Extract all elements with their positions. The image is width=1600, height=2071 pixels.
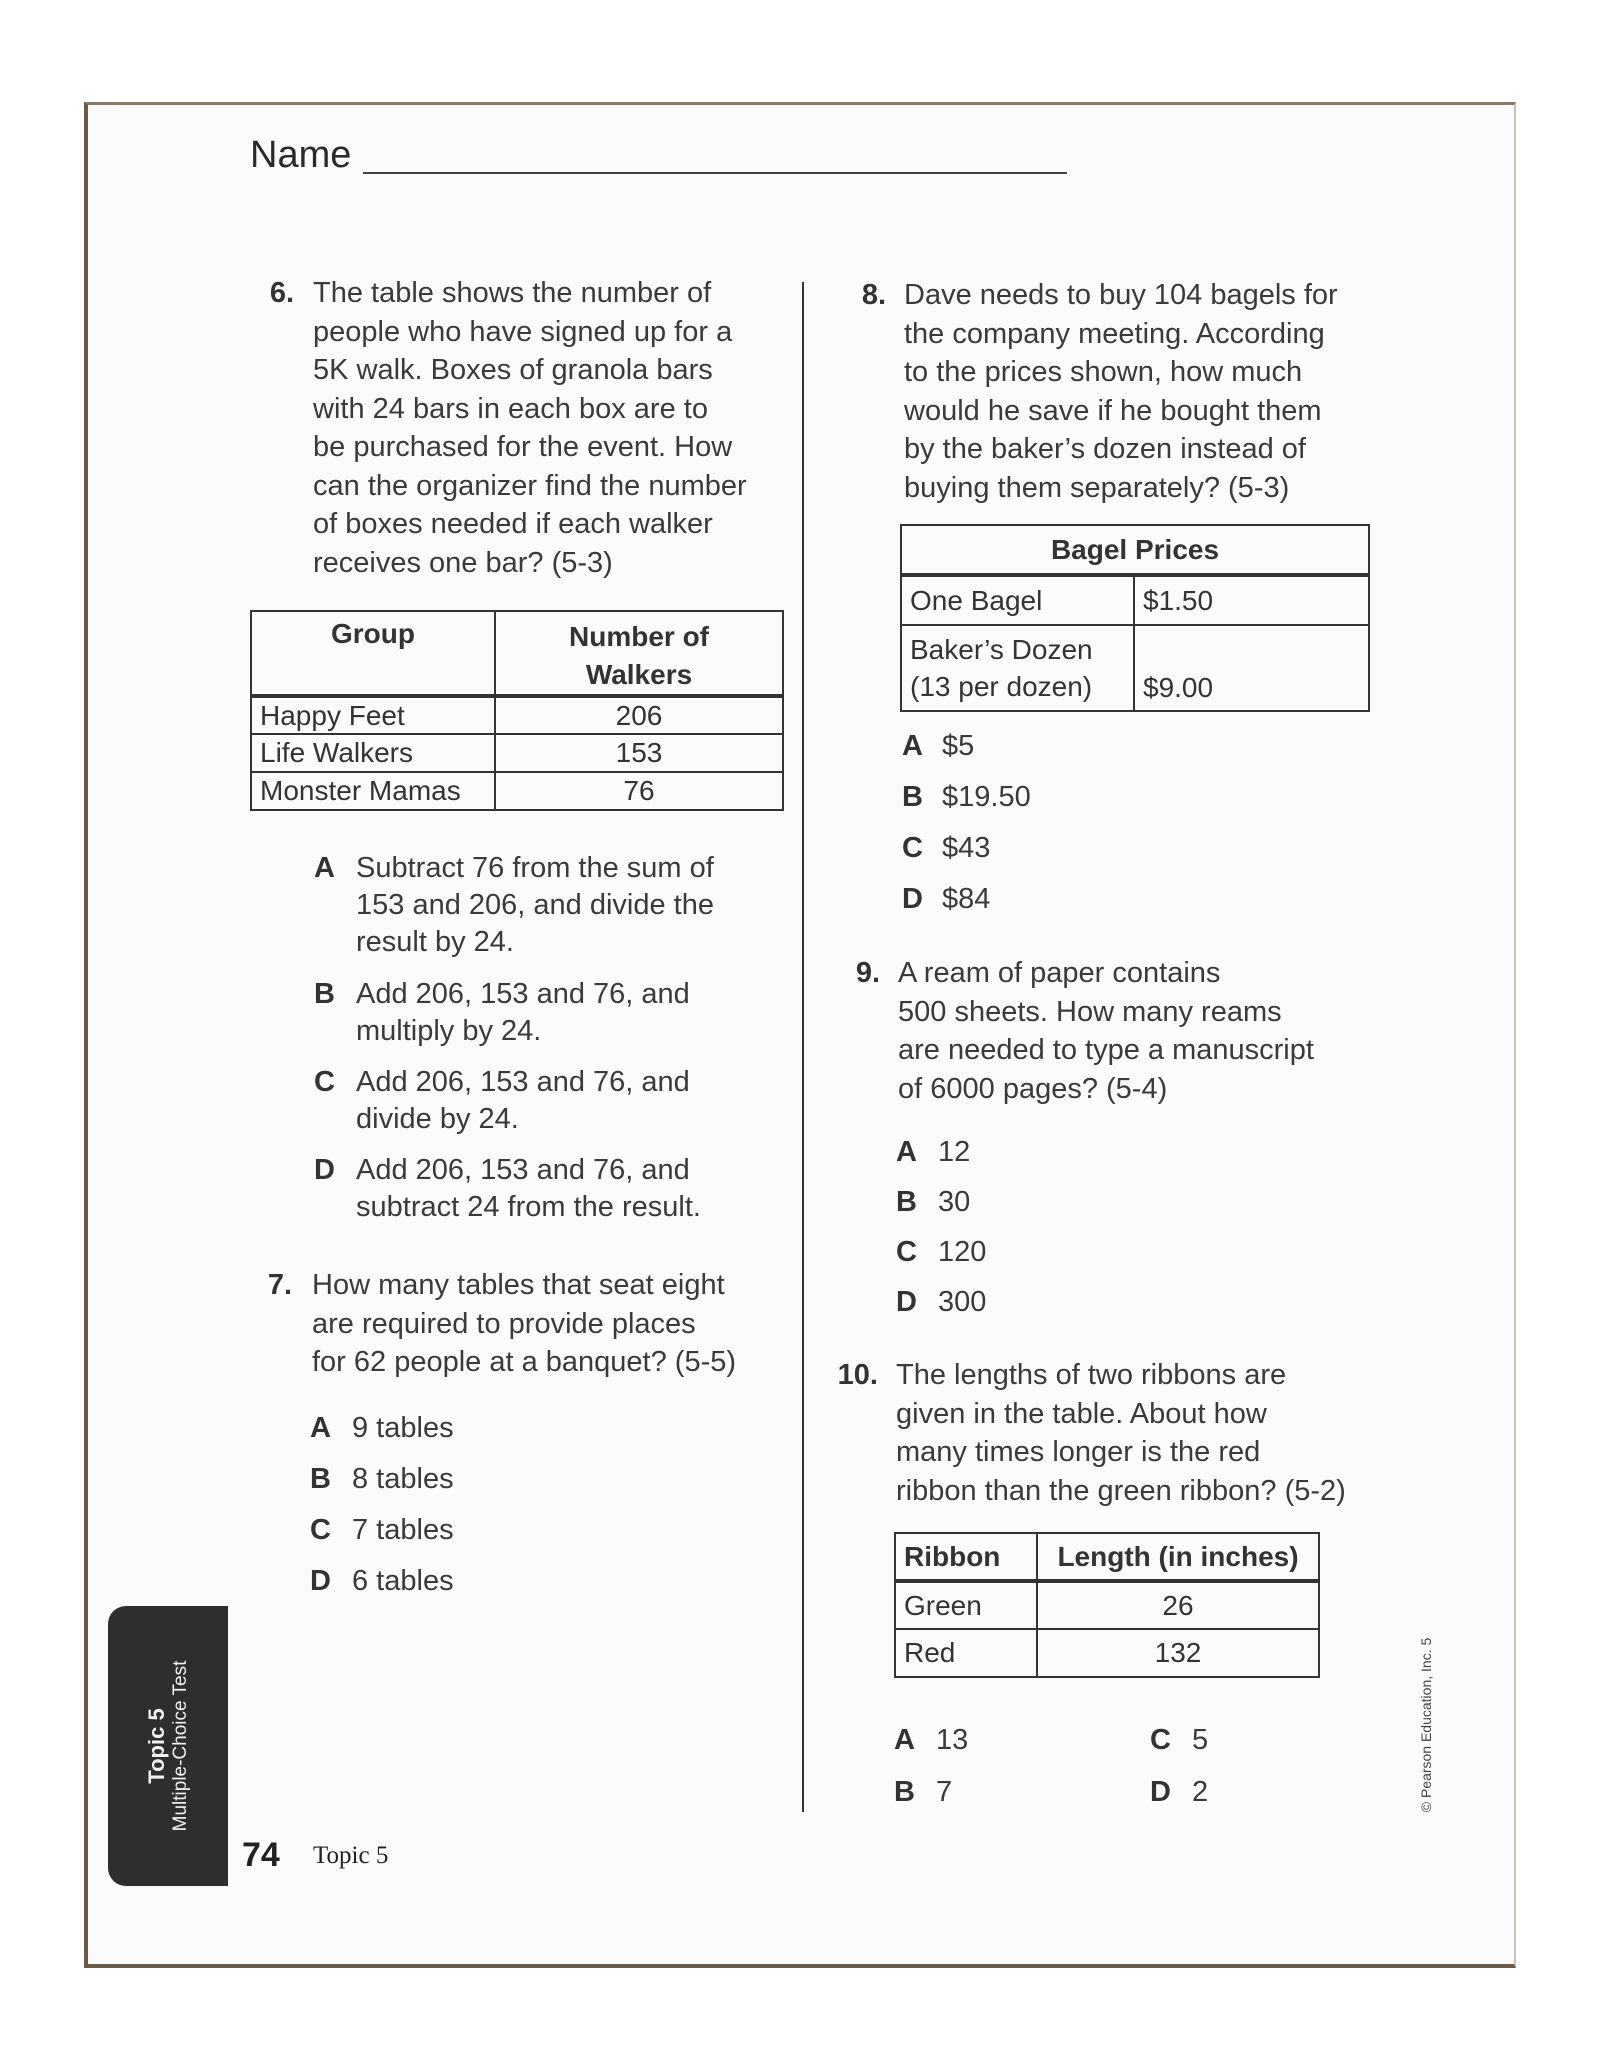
question-7 xyxy=(258,1266,798,1386)
option-line: Add 206, 153 and 76, and xyxy=(356,1066,690,1098)
name-label: Name xyxy=(250,134,352,176)
option-letter: D xyxy=(896,1286,917,1318)
page-number: 74 xyxy=(242,1836,280,1874)
answer-option-b[interactable] xyxy=(310,1461,610,1498)
question-line: 500 sheets. How many reams xyxy=(898,995,1282,1028)
answer-option-d[interactable] xyxy=(902,881,1202,918)
question-line: by the baker’s dozen instead of xyxy=(904,433,1306,465)
option-line: 153 and 206, and divide the xyxy=(356,889,714,921)
option-line: multiply by 24. xyxy=(356,1015,542,1047)
question-line: be purchased for the event. How xyxy=(313,431,733,463)
question-text xyxy=(313,274,803,582)
table-cell: 26 xyxy=(1037,1581,1319,1629)
question-text xyxy=(904,276,1379,507)
answer-option-b[interactable] xyxy=(314,976,784,1050)
question-line: How many tables that seat eight xyxy=(312,1269,725,1301)
option-letter: A xyxy=(902,730,923,762)
option-letter: A xyxy=(896,1136,917,1168)
tab-topic-label: Topic 5 xyxy=(144,1708,169,1784)
option-text xyxy=(356,850,714,961)
question-line: many times longer is the red xyxy=(896,1436,1261,1468)
option-letter: B xyxy=(310,1463,331,1495)
question-line: buying them separately? (5-3) xyxy=(904,471,1290,504)
table-header-cell: Ribbon xyxy=(895,1533,1037,1581)
question-9 xyxy=(852,954,1372,1114)
question-text xyxy=(898,954,1378,1108)
option-text xyxy=(356,1064,690,1138)
option-letter: C xyxy=(314,1066,335,1098)
question-line: 5K walk. Boxes of granola bars xyxy=(313,354,713,386)
answer-option-a[interactable] xyxy=(894,1722,1094,1759)
option-line: subtract 24 from the result. xyxy=(356,1191,701,1223)
answer-option-b[interactable] xyxy=(902,779,1202,816)
ribbon-table xyxy=(894,1532,1320,1678)
option-text: 12 xyxy=(938,1136,971,1168)
question-line: with 24 bars in each box are to xyxy=(313,392,708,425)
option-text: 7 xyxy=(936,1776,953,1808)
option-text xyxy=(356,1152,701,1226)
answer-option-c[interactable] xyxy=(896,1234,1196,1271)
table-header-row xyxy=(251,611,783,696)
question-line: people who have signed up for a xyxy=(313,315,733,348)
question-line: The table shows the number of xyxy=(313,277,712,309)
option-text: $19.50 xyxy=(942,781,1031,813)
tab-test-label: Multiple-Choice Test xyxy=(170,1660,191,1832)
option-text: 8 tables xyxy=(352,1463,454,1495)
table-cell: $9.00 xyxy=(1134,625,1369,711)
question-line: given in the table. About how xyxy=(896,1397,1267,1430)
table-row xyxy=(895,1581,1319,1629)
question-line: receives one bar? (5-3) xyxy=(313,546,613,579)
table-row xyxy=(251,734,783,772)
answer-option-a[interactable] xyxy=(902,728,1202,765)
table-row xyxy=(895,1629,1319,1677)
option-text: 9 tables xyxy=(352,1412,454,1444)
table-cell: Happy Feet xyxy=(251,696,495,734)
option-text: $5 xyxy=(942,730,975,762)
option-text: 2 xyxy=(1192,1776,1209,1808)
question-8 xyxy=(852,276,1372,516)
option-letter: C xyxy=(310,1514,331,1546)
question-line: of boxes needed if each walker xyxy=(313,508,713,540)
table-cell: 206 xyxy=(495,696,783,734)
option-line: Add 206, 153 and 76, and xyxy=(356,978,690,1010)
answer-option-d[interactable] xyxy=(1150,1774,1350,1811)
copyright-notice: © Pearson Education, Inc. 5 xyxy=(1418,1637,1434,1813)
table-cell xyxy=(901,625,1134,711)
topic-tab-text xyxy=(144,1661,192,1832)
option-text xyxy=(356,976,690,1050)
answer-option-b[interactable] xyxy=(896,1184,1196,1221)
option-line: Subtract 76 from the sum of xyxy=(356,852,714,884)
question-line: for 62 people at a banquet? (5-5) xyxy=(312,1346,737,1378)
table-cell: Monster Mamas xyxy=(251,772,495,810)
table-header-row xyxy=(895,1533,1319,1581)
question-line: would he save if he bought them xyxy=(904,394,1322,427)
option-letter: B xyxy=(902,781,923,813)
topic-tab xyxy=(108,1606,228,1886)
question-number: 9. xyxy=(855,957,880,989)
answer-option-a[interactable] xyxy=(310,1410,610,1447)
table-row xyxy=(251,772,783,810)
option-letter: D xyxy=(314,1154,335,1186)
option-letter: C xyxy=(902,832,923,864)
question-line: The lengths of two ribbons are xyxy=(896,1359,1287,1391)
walkers-table xyxy=(250,610,784,811)
question-line: are required to provide places xyxy=(312,1307,696,1340)
table-cell: Life Walkers xyxy=(251,734,495,772)
question-line: the company meeting. According xyxy=(904,317,1325,350)
table-cell: 132 xyxy=(1037,1629,1319,1677)
question-line: A ream of paper contains xyxy=(898,957,1221,989)
table-row xyxy=(251,696,783,734)
option-letter: D xyxy=(902,883,923,915)
option-text: $84 xyxy=(942,883,991,915)
table-cell: One Bagel xyxy=(901,575,1134,625)
question-10 xyxy=(836,1356,1376,1516)
question-line: are needed to type a manuscript xyxy=(898,1034,1314,1066)
option-letter: A xyxy=(310,1412,331,1444)
question-line: can the organizer find the number xyxy=(313,469,747,502)
option-line: divide by 24. xyxy=(356,1103,519,1135)
option-letter: D xyxy=(310,1565,331,1597)
question-number: 6. xyxy=(269,277,294,309)
option-text: 300 xyxy=(938,1286,987,1318)
option-text: 30 xyxy=(938,1186,971,1218)
question-line: of 6000 pages? (5-4) xyxy=(898,1072,1168,1105)
option-text: 6 tables xyxy=(352,1565,454,1597)
option-text: $43 xyxy=(942,832,991,864)
option-text: 5 xyxy=(1192,1724,1209,1756)
table-row xyxy=(901,575,1369,625)
footer-topic-label: Topic 5 xyxy=(313,1842,389,1869)
answer-option-c[interactable] xyxy=(1150,1722,1350,1759)
question-number: 7. xyxy=(267,1269,292,1301)
answer-option-b[interactable] xyxy=(894,1774,1094,1811)
option-letter: C xyxy=(1150,1724,1171,1756)
option-line: Add 206, 153 and 76, and xyxy=(356,1154,690,1186)
option-letter: D xyxy=(1150,1776,1171,1808)
question-line: to the prices shown, how much xyxy=(904,356,1303,388)
table-title-row xyxy=(901,525,1369,575)
table-cell: $1.50 xyxy=(1134,575,1369,625)
answer-option-d[interactable] xyxy=(896,1284,1196,1321)
answer-option-c[interactable] xyxy=(314,1064,784,1138)
table-header-cell: Group xyxy=(251,611,495,696)
answer-option-d[interactable] xyxy=(314,1152,784,1226)
option-text: 13 xyxy=(936,1724,969,1756)
answer-option-d[interactable] xyxy=(310,1563,610,1600)
option-letter: A xyxy=(894,1724,915,1756)
table-cell: Green xyxy=(895,1581,1037,1629)
table-cell: 153 xyxy=(495,734,783,772)
option-letter: B xyxy=(894,1776,915,1808)
option-letter: C xyxy=(896,1236,917,1268)
option-line: result by 24. xyxy=(356,926,514,958)
question-line: ribbon than the green ribbon? (5-2) xyxy=(896,1474,1346,1507)
question-line: Dave needs to buy 104 bagels for xyxy=(904,279,1338,311)
answer-option-c[interactable] xyxy=(310,1512,610,1549)
table-header-cell: Length (in inches) xyxy=(1037,1533,1319,1581)
table-cell: Red xyxy=(895,1629,1037,1677)
table-cell: 76 xyxy=(495,772,783,810)
table-cell-line: Baker’s Dozen xyxy=(910,634,1093,665)
answer-option-a[interactable] xyxy=(314,850,784,961)
name-blank-line xyxy=(363,172,1067,174)
bagel-prices-table xyxy=(900,524,1370,712)
table-header-cell: Number of Walkers xyxy=(495,611,783,696)
question-number: 10. xyxy=(837,1359,878,1391)
question-text xyxy=(896,1356,1376,1510)
option-letter: A xyxy=(314,852,335,884)
answer-option-c[interactable] xyxy=(902,830,1202,867)
question-6 xyxy=(258,274,798,594)
answer-option-a[interactable] xyxy=(896,1134,1196,1171)
option-text: 7 tables xyxy=(352,1514,454,1546)
question-text xyxy=(312,1266,802,1382)
option-letter: B xyxy=(896,1186,917,1218)
table-title: Bagel Prices xyxy=(901,525,1369,575)
option-letter: B xyxy=(314,978,335,1010)
option-text: 120 xyxy=(938,1236,987,1268)
table-row xyxy=(901,625,1369,711)
table-cell-line: (13 per dozen) xyxy=(910,671,1093,702)
question-number: 8. xyxy=(861,279,886,311)
